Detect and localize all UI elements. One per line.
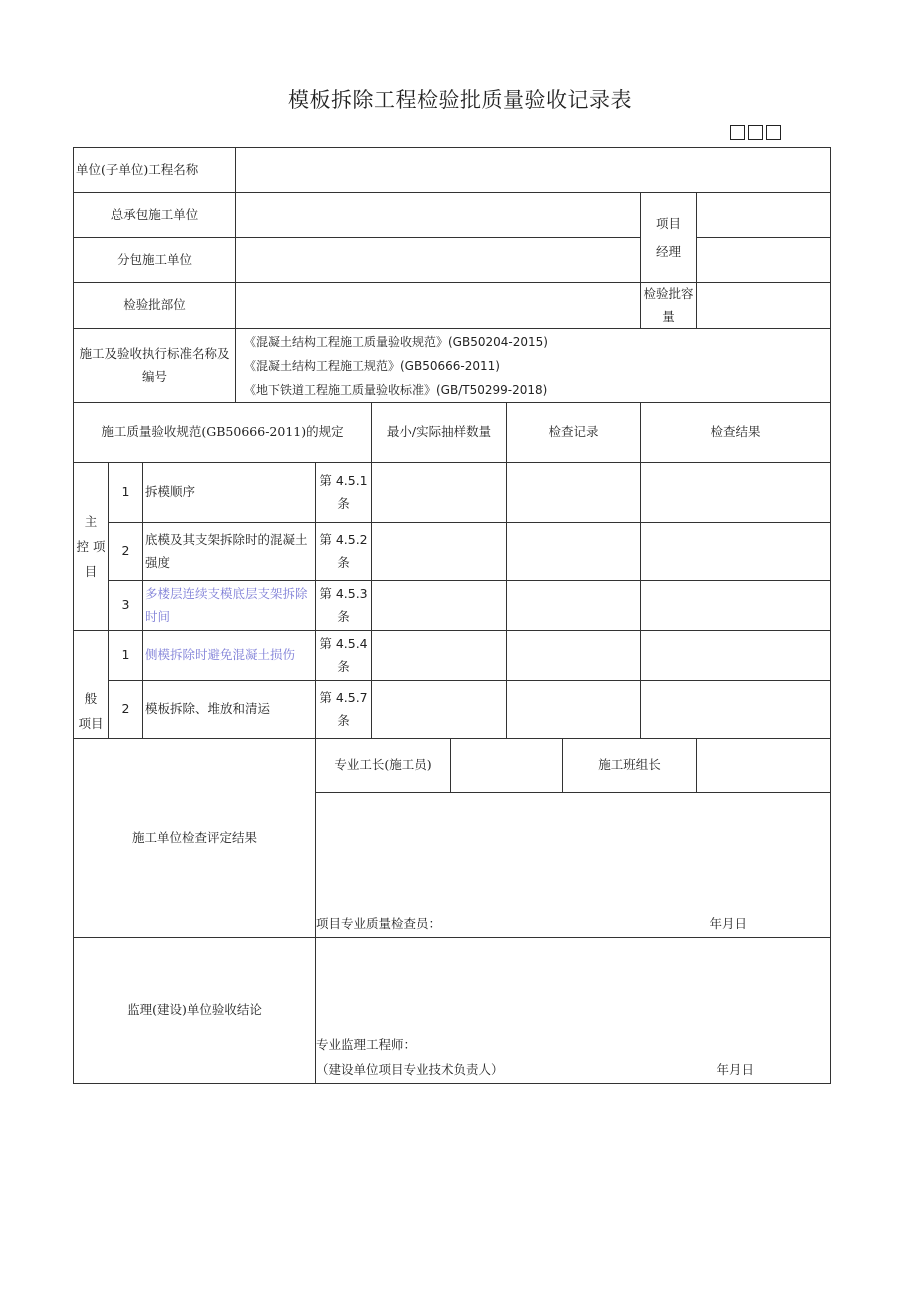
date-label: 年月日 <box>709 915 747 931</box>
item-number: 1 <box>109 463 143 523</box>
project-manager-label-line-2: 经理 <box>655 243 681 259</box>
inspector-label: 项目专业质量检查员： <box>316 915 442 931</box>
standard-item: 《混凝土结构工程施工质量验收规范》(GB50204-2015) <box>244 334 548 349</box>
standards-list <box>236 329 831 403</box>
engineer-label: 专业监理工程师： <box>316 1037 417 1052</box>
record-cell[interactable] <box>507 681 641 739</box>
spec-column-header: 施工质量验收规范(GB50666-2011)的规定 <box>74 403 372 463</box>
supervisor-eval-label: 监理(建设)单位验收结论 <box>74 938 316 1084</box>
item-number: 1 <box>109 631 143 681</box>
standard-label: 施工及验收执行标准名称及编号 <box>74 329 236 403</box>
result-cell[interactable] <box>641 581 831 631</box>
item-clause: 第 4.5.1 条 <box>316 463 372 523</box>
group-label-line: 控 项 <box>76 539 106 554</box>
item-number: 2 <box>109 523 143 581</box>
group-label-line: 项目 <box>78 716 104 731</box>
main-control-group-label <box>74 463 109 631</box>
item-clause: 第 4.5.4 条 <box>316 631 372 681</box>
item-number: 3 <box>109 581 143 631</box>
result-column-header: 检查结果 <box>641 403 831 463</box>
standard-item: 《地下铁道工程施工质量验收标准》(GB/T50299-2018) <box>244 382 548 397</box>
item-name: 拆模顺序 <box>143 463 316 523</box>
unit-name-value[interactable] <box>236 148 831 193</box>
group-label-line: 主 <box>84 514 98 529</box>
project-manager-label <box>641 193 697 283</box>
project-manager-value-2[interactable] <box>697 238 831 283</box>
form-code-boxes <box>730 125 781 140</box>
record-cell[interactable] <box>507 523 641 581</box>
supervisor-eval-content[interactable] <box>316 938 831 1084</box>
record-cell[interactable] <box>507 631 641 681</box>
foreman-label: 专业工长(施工员) <box>316 739 451 793</box>
result-cell[interactable] <box>641 523 831 581</box>
page-title: 模板拆除工程检验批质量验收记录表 <box>288 88 632 112</box>
sample-column-header: 最小/实际抽样数量 <box>372 403 507 463</box>
sub-contractor-label: 分包施工单位 <box>74 238 236 283</box>
general-group-label <box>74 631 109 739</box>
result-cell[interactable] <box>641 463 831 523</box>
foreman-value[interactable] <box>451 739 563 793</box>
item-number: 2 <box>109 681 143 739</box>
unit-name-label: 单位(子单位)工程名称 <box>74 148 236 193</box>
team-leader-label: 施工班组长 <box>563 739 697 793</box>
team-leader-value[interactable] <box>697 739 831 793</box>
contractor-eval-label: 施工单位检查评定结果 <box>74 739 316 938</box>
contractor-eval-content[interactable] <box>316 793 831 938</box>
result-cell[interactable] <box>641 681 831 739</box>
item-clause: 第 4.5.3 条 <box>316 581 372 631</box>
sample-cell[interactable] <box>372 581 507 631</box>
record-column-header: 检查记录 <box>507 403 641 463</box>
sample-cell[interactable] <box>372 463 507 523</box>
item-name-link[interactable]: 多楼层连续支模底层支架拆除时间 <box>143 581 316 631</box>
standard-item: 《混凝土结构工程施工规范》(GB50666-2011) <box>244 358 500 373</box>
item-clause: 第 4.5.2 条 <box>316 523 372 581</box>
item-clause: 第 4.5.7 条 <box>316 681 372 739</box>
code-box[interactable] <box>730 125 745 140</box>
item-name: 底模及其支架拆除时的混凝土强度 <box>143 523 316 581</box>
general-contractor-label: 总承包施工单位 <box>74 193 236 238</box>
result-cell[interactable] <box>641 631 831 681</box>
general-contractor-value[interactable] <box>236 193 641 238</box>
batch-capacity-label: 检验批容量 <box>641 283 697 329</box>
project-manager-value-1[interactable] <box>697 193 831 238</box>
owner-label: （建设单位项目专业技术负责人） <box>316 1061 504 1077</box>
sub-contractor-value[interactable] <box>236 238 641 283</box>
date-label: 年月日 <box>716 1061 754 1077</box>
item-name: 模板拆除、堆放和清运 <box>143 681 316 739</box>
batch-capacity-value[interactable] <box>697 283 831 329</box>
inspection-record-table <box>73 147 831 1084</box>
sample-cell[interactable] <box>372 681 507 739</box>
project-manager-label-line-1: 项目 <box>655 216 681 231</box>
record-cell[interactable] <box>507 463 641 523</box>
sample-cell[interactable] <box>372 523 507 581</box>
item-name-link[interactable]: 侧模拆除时避免混凝土损伤 <box>143 631 316 681</box>
group-label-line: 目 <box>84 564 98 579</box>
group-label-line: 般 <box>84 691 98 706</box>
batch-location-value[interactable] <box>236 283 641 329</box>
code-box[interactable] <box>766 125 781 140</box>
batch-location-label: 检验批部位 <box>74 283 236 329</box>
sample-cell[interactable] <box>372 631 507 681</box>
code-box[interactable] <box>748 125 763 140</box>
record-cell[interactable] <box>507 581 641 631</box>
